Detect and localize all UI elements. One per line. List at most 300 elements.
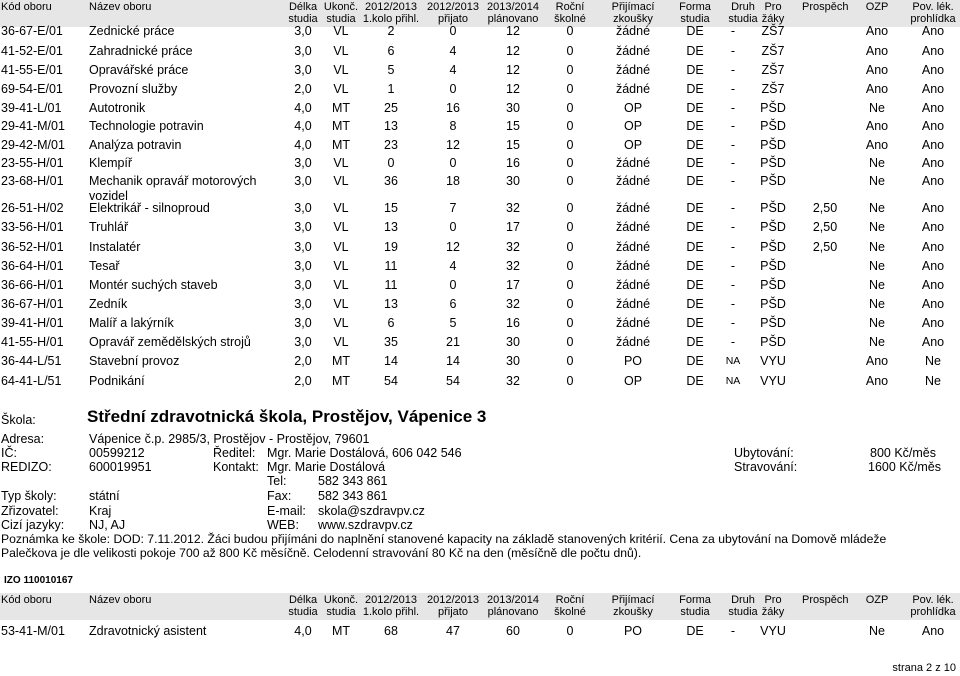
kontakt-label: Kontakt: [213, 460, 259, 474]
header-delka-line-1: Délka [288, 594, 318, 606]
fax-label: Fax: [267, 489, 292, 503]
header-pro-line-1: Pro [764, 1, 782, 13]
cell-planovano: 30 [506, 335, 520, 349]
cell-prijato: 54 [446, 374, 460, 388]
header-kod: Kód oboru [1, 1, 52, 13]
cell-planovano: 16 [506, 156, 520, 170]
cell-skolne: 0 [566, 101, 574, 115]
header-pro-line-1: Pro [764, 594, 782, 606]
header-prijato-line-2: přijato [438, 606, 468, 618]
tel-label: Tel: [267, 474, 287, 488]
jazyky-value: NJ, AJ [89, 518, 126, 532]
cell-planovano: 30 [506, 354, 520, 368]
cell-prohlidka: Ano [921, 335, 945, 349]
cell-ukonc: VL [333, 44, 349, 58]
cell-prohlidka: Ano [921, 63, 945, 77]
cell-forma: DE [686, 201, 704, 215]
cell-ozp: Ne [869, 624, 885, 638]
header-prospech: Prospěch [802, 594, 849, 606]
cell-nazev: Malíř a lakýrník [89, 316, 174, 330]
header-prihl-line-1: 2012/2013 [365, 1, 417, 13]
header-prij-zk [598, 1, 668, 25]
cell-prihlasky: 68 [384, 624, 398, 638]
cell-prijato: 0 [449, 24, 457, 38]
cell-nazev: Elektrikář - silnoproud [89, 201, 210, 215]
cell-delka: 2,0 [294, 354, 312, 368]
cell-prihlasky: 54 [384, 374, 398, 388]
cell-planovano: 12 [506, 44, 520, 58]
cell-pro-zaky: ZŠ7 [761, 24, 785, 38]
header-forma-line-2: studia [680, 13, 710, 25]
cell-kod: 53-41-M/01 [1, 624, 65, 638]
cell-delka: 3,0 [294, 220, 312, 234]
cell-planovano: 12 [506, 24, 520, 38]
cell-zkousky: OP [623, 374, 643, 388]
header-kod: Kód oboru [1, 594, 52, 606]
cell-skolne: 0 [566, 297, 574, 311]
cell-pro-zaky: PŠD [760, 278, 786, 292]
cell-pro-zaky: VYU [760, 354, 786, 368]
cell-forma: DE [686, 44, 704, 58]
cell-forma: DE [686, 119, 704, 133]
cell-druh: - [730, 63, 736, 77]
cell-zkousky: žádné [615, 44, 651, 58]
cell-ozp: Ne [869, 259, 885, 273]
email-label: E-mail: [267, 504, 306, 518]
cell-prijato: 16 [446, 101, 460, 115]
header-rocni-line-1: Roční [555, 1, 585, 13]
header-prij-zk [598, 594, 668, 618]
cell-forma: DE [686, 138, 704, 152]
cell-prospech: 2,50 [812, 220, 838, 234]
cell-ukonc: VL [333, 297, 349, 311]
cell-ozp: Ne [869, 335, 885, 349]
cell-prohlidka: Ano [921, 138, 945, 152]
cell-delka: 3,0 [294, 316, 312, 330]
cell-zkousky: žádné [615, 63, 651, 77]
cell-ukonc: VL [333, 335, 349, 349]
cell-kod: 23-68-H/01 [1, 174, 64, 188]
cell-delka: 3,0 [294, 63, 312, 77]
cell-prihlasky: 25 [384, 101, 398, 115]
cell-forma: DE [686, 24, 704, 38]
header-ukonc-line-1: Ukonč. [323, 1, 359, 13]
header-planovano-line-1: 2013/2014 [487, 594, 539, 606]
cell-pro-zaky: PŠD [760, 201, 786, 215]
cell-pro-zaky: ZŠ7 [761, 82, 785, 96]
cell-ukonc: MT [331, 138, 351, 152]
header-pro-line-2: žáky [761, 606, 785, 618]
cell-druh: - [730, 316, 736, 330]
cell-nazev: Instalatér [89, 240, 141, 254]
cell-kod: 41-55-E/01 [1, 63, 63, 77]
cell-kod: 36-66-H/01 [1, 278, 64, 292]
cell-prijato: 6 [449, 297, 457, 311]
header-nazev: Název oboru [89, 594, 152, 606]
cell-ukonc: VL [333, 240, 349, 254]
cell-prijato: 47 [446, 624, 460, 638]
cell-nazev: Zednické práce [89, 24, 175, 38]
cell-druh: - [730, 101, 736, 115]
header-delka [285, 1, 321, 25]
cell-planovano: 32 [506, 240, 520, 254]
cell-forma: DE [686, 174, 704, 188]
cell-kod: 36-52-H/01 [1, 240, 64, 254]
header-ukonc-line-2: studia [326, 13, 356, 25]
cell-zkousky: žádné [615, 156, 651, 170]
cell-nazev: Opravář zemědělských strojů [89, 335, 251, 349]
cell-kod: 26-51-H/02 [1, 201, 64, 215]
cell-ozp: Ne [869, 316, 885, 330]
cell-ukonc: VL [333, 63, 349, 77]
cell-ozp: Ne [869, 278, 885, 292]
cell-druh: - [730, 44, 736, 58]
cell-ozp: Ne [869, 156, 885, 170]
cell-planovano: 32 [506, 201, 520, 215]
cell-ukonc: VL [333, 156, 349, 170]
header-ukonc-line-2: studia [326, 606, 356, 618]
cell-prohlidka: Ano [921, 316, 945, 330]
cell-forma: DE [686, 354, 704, 368]
cell-pro-zaky: PŠD [760, 119, 786, 133]
cell-delka: 3,0 [294, 259, 312, 273]
cell-prihlasky: 5 [387, 63, 395, 77]
cell-delka: 4,0 [294, 119, 312, 133]
cell-prijato: 4 [449, 44, 457, 58]
cell-prihlasky: 13 [384, 119, 398, 133]
cell-prihlasky: 15 [384, 201, 398, 215]
cell-zkousky: OP [623, 101, 643, 115]
cell-skolne: 0 [566, 220, 574, 234]
email-value: skola@szdravpv.cz [318, 504, 425, 518]
cell-druh: - [730, 297, 736, 311]
cell-delka: 3,0 [294, 201, 312, 215]
cell-druh: - [730, 240, 736, 254]
cell-pro-zaky: PŠD [760, 174, 786, 188]
ubytovani-label: Ubytování: [734, 446, 794, 460]
cell-prihlasky: 14 [384, 354, 398, 368]
header-nazev: Název oboru [89, 1, 152, 13]
cell-delka: 3,0 [294, 335, 312, 349]
cell-prohlidka: Ano [921, 156, 945, 170]
header-forma-line-2: studia [680, 606, 710, 618]
cell-skolne: 0 [566, 335, 574, 349]
cell-ukonc: VL [333, 278, 349, 292]
cell-druh: - [730, 156, 736, 170]
cell-druh: NA [725, 375, 741, 387]
cell-nazev: Opravářské práce [89, 63, 189, 77]
cell-planovano: 32 [506, 297, 520, 311]
cell-druh: - [730, 259, 736, 273]
header-planovano [484, 594, 542, 618]
cell-skolne: 0 [566, 44, 574, 58]
cell-druh: - [730, 119, 736, 133]
cell-skolne: 0 [566, 156, 574, 170]
header-pro-line-2: žáky [761, 13, 785, 25]
cell-prohlidka: Ano [921, 174, 945, 188]
cell-prospech: 2,50 [812, 240, 838, 254]
header-ozp: OZP [865, 594, 889, 606]
cell-kod: 41-52-E/01 [1, 44, 63, 58]
cell-nazev: Zahradnické práce [89, 44, 193, 58]
header-ukonc [322, 594, 360, 618]
cell-zkousky: žádné [615, 316, 651, 330]
cell-prohlidka: Ano [921, 624, 945, 638]
header-pov-line-1: Pov. lék. [912, 594, 954, 606]
cell-forma: DE [686, 316, 704, 330]
cell-delka: 4,0 [294, 138, 312, 152]
header-pov [906, 594, 960, 618]
cell-pro-zaky: PŠD [760, 259, 786, 273]
cell-zkousky: žádné [615, 82, 651, 96]
cell-pro-zaky: PŠD [760, 101, 786, 115]
cell-prihlasky: 11 [384, 259, 398, 273]
cell-prohlidka: Ano [921, 240, 945, 254]
cell-forma: DE [686, 297, 704, 311]
table-header-bottom [0, 593, 960, 620]
header-delka-line-1: Délka [288, 1, 318, 13]
cell-ozp: Ne [869, 174, 885, 188]
table-header-top [0, 0, 960, 27]
header-pro [744, 1, 802, 25]
cell-prihlasky: 11 [384, 278, 398, 292]
cell-ozp: Ano [865, 138, 889, 152]
cell-zkousky: žádné [615, 174, 651, 188]
cell-delka: 2,0 [294, 82, 312, 96]
cell-ukonc: MT [331, 101, 351, 115]
cell-prihlasky: 36 [384, 174, 398, 188]
typ-label: Typ školy: [1, 489, 57, 503]
header-forma-line-1: Forma [679, 1, 711, 13]
cell-kod: 36-64-H/01 [1, 259, 64, 273]
cell-prohlidka: Ne [925, 354, 941, 368]
cell-druh: - [730, 220, 736, 234]
cell-ozp: Ne [869, 220, 885, 234]
cell-forma: DE [686, 624, 704, 638]
cell-ozp: Ano [865, 63, 889, 77]
cell-kod: 29-41-M/01 [1, 119, 65, 133]
cell-prospech: 2,50 [812, 201, 838, 215]
header-prij-zk-line-1: Přijímací [611, 594, 655, 606]
cell-skolne: 0 [566, 63, 574, 77]
header-ukonc-line-1: Ukonč. [323, 594, 359, 606]
cell-prohlidka: Ano [921, 101, 945, 115]
cell-prijato: 12 [446, 240, 460, 254]
cell-nazev: Zedník [89, 297, 128, 311]
header-pov-line-1: Pov. lék. [912, 1, 954, 13]
cell-pro-zaky: PŠD [760, 138, 786, 152]
cell-planovano: 32 [506, 259, 520, 273]
cell-forma: DE [686, 156, 704, 170]
cell-nazev: Truhlář [89, 220, 129, 234]
cell-nazev: Tesař [89, 259, 120, 273]
cell-prohlidka: Ano [921, 278, 945, 292]
header-forma-line-1: Forma [679, 594, 711, 606]
fax-value: 582 343 861 [318, 489, 388, 503]
cell-prijato: 21 [446, 335, 460, 349]
cell-druh: - [730, 174, 736, 188]
cell-ozp: Ano [865, 354, 889, 368]
cell-skolne: 0 [566, 624, 574, 638]
cell-prihlasky: 6 [387, 316, 395, 330]
cell-zkousky: žádné [615, 240, 651, 254]
cell-zkousky: žádné [615, 259, 651, 273]
cell-prohlidka: Ano [921, 220, 945, 234]
cell-pro-zaky: VYU [760, 624, 786, 638]
cell-pro-zaky: ZŠ7 [761, 63, 785, 77]
cell-ukonc: MT [331, 354, 351, 368]
cell-skolne: 0 [566, 119, 574, 133]
header-rocni-line-1: Roční [555, 594, 585, 606]
redizo-value: 600019951 [89, 460, 152, 474]
cell-prihlasky: 0 [387, 156, 395, 170]
cell-forma: DE [686, 374, 704, 388]
cell-prihlasky: 19 [384, 240, 398, 254]
header-delka [285, 594, 321, 618]
ubytovani-value: 800 Kč/měs [870, 446, 937, 460]
cell-skolne: 0 [566, 354, 574, 368]
reditel-label: Ředitel: [213, 446, 256, 460]
cell-prohlidka: Ano [921, 297, 945, 311]
header-prospech: Prospěch [802, 1, 849, 13]
page-number: strana 2 z 10 [892, 662, 956, 674]
header-prihl [360, 594, 422, 618]
header-druh-line-2: studia [728, 13, 758, 25]
cell-prohlidka: Ano [921, 24, 945, 38]
cell-kod: 64-41-L/51 [1, 374, 62, 388]
cell-delka: 3,0 [294, 278, 312, 292]
web-value: www.szdravpv.cz [318, 518, 413, 532]
cell-forma: DE [686, 278, 704, 292]
header-planovano-line-2: plánovano [487, 606, 539, 618]
cell-planovano: 30 [506, 174, 520, 188]
header-forma [668, 1, 722, 25]
cell-zkousky: PO [623, 624, 643, 638]
kontakt-value: Mgr. Marie Dostálová [267, 460, 386, 474]
cell-ozp: Ne [869, 201, 885, 215]
cell-prijato: 18 [446, 174, 460, 188]
cell-pro-zaky: PŠD [760, 220, 786, 234]
cell-druh: - [730, 82, 736, 96]
cell-druh: - [730, 24, 736, 38]
header-prij-zk-line-2: zkoušky [613, 606, 653, 618]
cell-planovano: 15 [506, 119, 520, 133]
cell-prohlidka: Ano [921, 44, 945, 58]
header-rocni [542, 594, 598, 618]
cell-delka: 3,0 [294, 44, 312, 58]
header-rocni-line-2: školné [554, 606, 586, 618]
cell-nazev: Analýza potravin [89, 138, 182, 152]
cell-zkousky: žádné [615, 335, 651, 349]
cell-prihlasky: 2 [387, 24, 395, 38]
cell-prihlasky: 13 [384, 297, 398, 311]
cell-druh: - [730, 624, 736, 638]
cell-prohlidka: Ne [925, 374, 941, 388]
cell-prohlidka: Ano [921, 201, 945, 215]
cell-pro-zaky: ZŠ7 [761, 44, 785, 58]
header-delka-line-2: studia [288, 606, 318, 618]
cell-ukonc: VL [333, 82, 349, 96]
cell-druh: NA [725, 355, 741, 367]
cell-skolne: 0 [566, 240, 574, 254]
cell-druh: - [730, 335, 736, 349]
cell-pro-zaky: PŠD [760, 335, 786, 349]
cell-zkousky: žádné [615, 278, 651, 292]
cell-forma: DE [686, 82, 704, 96]
cell-delka: 3,0 [294, 297, 312, 311]
poznamka-line-2: Palečkova je dle velikosti pokoje 700 až 800 Kč měsíčně. Celodenní stravování 80 Kč na den (měsíčně dle počtu dnů). [1, 546, 642, 560]
cell-skolne: 0 [566, 82, 574, 96]
cell-prihlasky: 1 [387, 82, 395, 96]
cell-nazev: Provozní služby [89, 82, 178, 96]
redizo-label: REDIZO: [1, 460, 52, 474]
cell-planovano: 15 [506, 138, 520, 152]
cell-ukonc: VL [333, 24, 349, 38]
cell-ukonc: VL [333, 201, 349, 215]
cell-pro-zaky: PŠD [760, 316, 786, 330]
ic-label: IČ: [1, 446, 17, 460]
cell-zkousky: žádné [615, 24, 651, 38]
cell-ozp: Ne [869, 240, 885, 254]
cell-planovano: 12 [506, 63, 520, 77]
cell-nazev: Montér suchých staveb [89, 278, 218, 292]
cell-kod: 33-56-H/01 [1, 220, 64, 234]
header-pro [744, 594, 802, 618]
header-prijato-line-1: 2012/2013 [427, 1, 479, 13]
cell-planovano: 32 [506, 374, 520, 388]
header-pov [906, 1, 960, 25]
cell-ukonc: VL [333, 316, 349, 330]
cell-pro-zaky: PŠD [760, 240, 786, 254]
cell-planovano: 60 [506, 624, 520, 638]
cell-kod: 69-54-E/01 [1, 82, 63, 96]
cell-skolne: 0 [566, 278, 574, 292]
cell-nazev: Podnikání [89, 374, 145, 388]
stravovani-label: Stravování: [734, 460, 798, 474]
cell-prijato: 14 [446, 354, 460, 368]
skola-label: Škola: [1, 413, 36, 427]
school-name: Střední zdravotnická škola, Prostějov, Vápenice 3 [87, 407, 487, 426]
header-rocni [542, 1, 598, 25]
cell-skolne: 0 [566, 374, 574, 388]
cell-kod: 36-67-E/01 [1, 24, 63, 38]
cell-zkousky: žádné [615, 297, 651, 311]
cell-prihlasky: 35 [384, 335, 398, 349]
cell-ozp: Ano [865, 24, 889, 38]
header-ukonc [322, 1, 360, 25]
cell-kod: 41-55-H/01 [1, 335, 64, 349]
cell-pro-zaky: PŠD [760, 297, 786, 311]
header-pov-line-2: prohlídka [910, 606, 956, 618]
cell-kod: 23-55-H/01 [1, 156, 64, 170]
header-planovano [484, 1, 542, 25]
cell-forma: DE [686, 220, 704, 234]
cell-ozp: Ano [865, 44, 889, 58]
header-prihl-line-2: 1.kolo přihl. [362, 606, 420, 618]
cell-skolne: 0 [566, 174, 574, 188]
header-planovano-line-1: 2013/2014 [487, 1, 539, 13]
cell-ozp: Ano [865, 374, 889, 388]
cell-nazev: Zdravotnický asistent [89, 624, 207, 638]
cell-druh: - [730, 201, 736, 215]
cell-ozp: Ne [869, 101, 885, 115]
izo-label: IZO 110010167 [4, 575, 73, 586]
cell-planovano: 16 [506, 316, 520, 330]
cell-zkousky: PO [623, 354, 643, 368]
header-prihl-line-2: 1.kolo přihl. [362, 13, 420, 25]
cell-delka: 3,0 [294, 174, 312, 188]
cell-pro-zaky: VYU [760, 374, 786, 388]
